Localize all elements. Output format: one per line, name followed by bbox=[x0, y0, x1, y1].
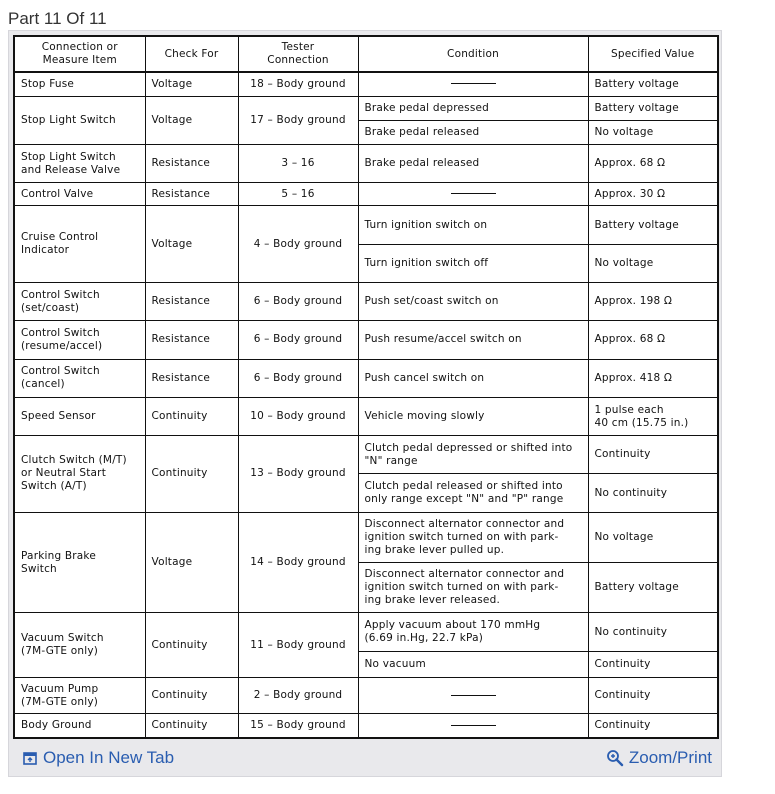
check-cell: Voltage bbox=[145, 512, 238, 613]
condition-cell: Push cancel switch on bbox=[358, 359, 588, 397]
header-tester: Tester Connection bbox=[238, 36, 358, 72]
dash-mark bbox=[451, 725, 496, 726]
item-cell: Control Switch (cancel) bbox=[14, 359, 145, 397]
zoom-print-label: Zoom/Print bbox=[628, 748, 712, 767]
check-cell: Voltage bbox=[145, 96, 238, 144]
table-row bbox=[14, 145, 718, 183]
table-row bbox=[14, 96, 718, 120]
table-row bbox=[14, 206, 718, 244]
table-row bbox=[14, 436, 718, 474]
table-row bbox=[14, 72, 718, 96]
magnifier-icon bbox=[606, 749, 624, 767]
check-cell: Continuity bbox=[145, 397, 238, 435]
value-cell: No continuity bbox=[588, 474, 718, 512]
check-cell: Continuity bbox=[145, 677, 238, 713]
table-row bbox=[14, 359, 718, 397]
item-cell: Vacuum Switch (7M-GTE only) bbox=[14, 613, 145, 677]
value-cell: Battery voltage bbox=[588, 96, 718, 120]
open-in-new-tab-link[interactable] bbox=[22, 748, 174, 768]
condition-cell bbox=[358, 677, 588, 713]
condition-cell: Push resume/accel switch on bbox=[358, 321, 588, 359]
item-cell: Stop Fuse bbox=[14, 72, 145, 96]
header-value: Specified Value bbox=[588, 36, 718, 72]
check-cell: Resistance bbox=[145, 283, 238, 321]
condition-cell bbox=[358, 72, 588, 96]
tester-cell: 17 – Body ground bbox=[238, 96, 358, 144]
value-cell: No voltage bbox=[588, 120, 718, 144]
check-cell: Continuity bbox=[145, 436, 238, 513]
tester-cell: 11 – Body ground bbox=[238, 613, 358, 677]
item-cell: Speed Sensor bbox=[14, 397, 145, 435]
header-row bbox=[14, 36, 718, 72]
value-cell: Battery voltage bbox=[588, 563, 718, 613]
condition-cell: Push set/coast switch on bbox=[358, 283, 588, 321]
condition-cell: Brake pedal released bbox=[358, 120, 588, 144]
value-cell: Continuity bbox=[588, 677, 718, 713]
tester-cell: 5 – 16 bbox=[238, 183, 358, 206]
item-cell: Parking Brake Switch bbox=[14, 512, 145, 613]
dash-mark bbox=[451, 695, 496, 696]
condition-cell: Turn ignition switch off bbox=[358, 244, 588, 282]
zoom-print-link[interactable] bbox=[606, 748, 712, 768]
condition-cell: Brake pedal depressed bbox=[358, 96, 588, 120]
value-cell: Approx. 68 Ω bbox=[588, 145, 718, 183]
table-row bbox=[14, 714, 718, 738]
item-cell: Control Switch (set/coast) bbox=[14, 283, 145, 321]
dash-mark bbox=[451, 193, 496, 194]
value-cell: 1 pulse each 40 cm (15.75 in.) bbox=[588, 397, 718, 435]
dash-mark bbox=[451, 83, 496, 84]
header-condition: Condition bbox=[358, 36, 588, 72]
value-cell: Battery voltage bbox=[588, 72, 718, 96]
item-cell: Clutch Switch (M/T) or Neutral Start Switch (A/T) bbox=[14, 436, 145, 513]
condition-cell: Vehicle moving slowly bbox=[358, 397, 588, 435]
item-cell: Vacuum Pump (7M-GTE only) bbox=[14, 677, 145, 713]
tester-cell: 18 – Body ground bbox=[238, 72, 358, 96]
table-row bbox=[14, 183, 718, 206]
check-cell: Resistance bbox=[145, 183, 238, 206]
value-cell: Continuity bbox=[588, 651, 718, 677]
header-check-for: Check For bbox=[145, 36, 238, 72]
table-row bbox=[14, 283, 718, 321]
value-cell: Approx. 418 Ω bbox=[588, 359, 718, 397]
tester-cell: 15 – Body ground bbox=[238, 714, 358, 738]
condition-cell: No vacuum bbox=[358, 651, 588, 677]
value-cell: Approx. 198 Ω bbox=[588, 283, 718, 321]
spec-table bbox=[13, 35, 719, 739]
open-in-new-tab-icon bbox=[22, 750, 38, 766]
condition-cell: Clutch pedal released or shifted into only range except "N" and "P" range bbox=[358, 474, 588, 512]
part-label: Part 11 Of 11 bbox=[8, 9, 107, 28]
condition-cell: Disconnect alternator connector and ignition switch turned on with park- ing brake lever pulled up. bbox=[358, 512, 588, 562]
condition-cell: Turn ignition switch on bbox=[358, 206, 588, 244]
tester-cell: 6 – Body ground bbox=[238, 359, 358, 397]
table-row bbox=[14, 512, 718, 562]
check-cell: Resistance bbox=[145, 145, 238, 183]
value-cell: Approx. 30 Ω bbox=[588, 183, 718, 206]
check-cell: Resistance bbox=[145, 359, 238, 397]
tester-cell: 3 – 16 bbox=[238, 145, 358, 183]
table-row bbox=[14, 677, 718, 713]
item-cell: Body Ground bbox=[14, 714, 145, 738]
condition-cell bbox=[358, 183, 588, 206]
value-cell: No continuity bbox=[588, 613, 718, 651]
value-cell: Continuity bbox=[588, 714, 718, 738]
condition-cell: Apply vacuum about 170 mmHg (6.69 in.Hg, 22.7 kPa) bbox=[358, 613, 588, 651]
tester-cell: 6 – Body ground bbox=[238, 321, 358, 359]
value-cell: Continuity bbox=[588, 436, 718, 474]
value-cell: No voltage bbox=[588, 244, 718, 282]
tester-cell: 4 – Body ground bbox=[238, 206, 358, 283]
check-cell: Voltage bbox=[145, 206, 238, 283]
item-cell: Stop Light Switch and Release Valve bbox=[14, 145, 145, 183]
header-connection: Connection or Measure Item bbox=[14, 36, 145, 72]
check-cell: Voltage bbox=[145, 72, 238, 96]
tester-cell: 14 – Body ground bbox=[238, 512, 358, 613]
item-cell: Stop Light Switch bbox=[14, 96, 145, 144]
table-row bbox=[14, 397, 718, 435]
table-row bbox=[14, 613, 718, 651]
condition-cell: Disconnect alternator connector and ignition switch turned on with park- ing brake lever released. bbox=[358, 563, 588, 613]
tester-cell: 6 – Body ground bbox=[238, 283, 358, 321]
value-cell: Approx. 68 Ω bbox=[588, 321, 718, 359]
check-cell: Continuity bbox=[145, 613, 238, 677]
condition-cell bbox=[358, 714, 588, 738]
condition-cell: Clutch pedal depressed or shifted into "N" range bbox=[358, 436, 588, 474]
tester-cell: 10 – Body ground bbox=[238, 397, 358, 435]
open-in-new-tab-label: Open In New Tab bbox=[43, 748, 175, 767]
check-cell: Resistance bbox=[145, 321, 238, 359]
tester-cell: 13 – Body ground bbox=[238, 436, 358, 513]
tester-cell: 2 – Body ground bbox=[238, 677, 358, 713]
check-cell: Continuity bbox=[145, 714, 238, 738]
item-cell: Control Valve bbox=[14, 183, 145, 206]
value-cell: Battery voltage bbox=[588, 206, 718, 244]
condition-cell: Brake pedal released bbox=[358, 145, 588, 183]
item-cell: Control Switch (resume/accel) bbox=[14, 321, 145, 359]
value-cell: No voltage bbox=[588, 512, 718, 562]
item-cell: Cruise Control Indicator bbox=[14, 206, 145, 283]
table-row bbox=[14, 321, 718, 359]
